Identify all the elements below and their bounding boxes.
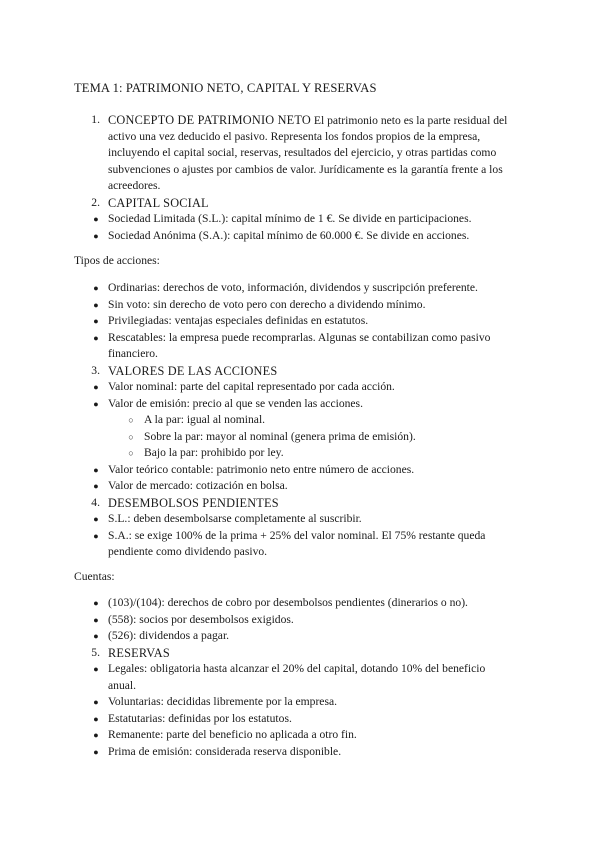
bullet-icon: ● <box>93 631 99 641</box>
bullet-icon: ● <box>93 214 99 224</box>
list-item-text: (526): dividendos a pagar. <box>108 629 230 642</box>
list-number: 3. <box>91 363 100 377</box>
list-item-text: anual. <box>108 678 137 692</box>
bullet-icon: ● <box>93 230 99 241</box>
section-heading: VALORES DE LAS ACCIONES <box>108 363 278 378</box>
list-number: 2. <box>91 195 100 209</box>
bullet-icon: ● <box>93 697 99 707</box>
document-title: TEMA 1: PATRIMONIO NETO, CAPITAL Y RESERVAS <box>74 81 377 95</box>
bullet-icon: ● <box>93 746 99 757</box>
list-item-text: Voluntarias: decididas libremente por la empresa. <box>108 695 338 708</box>
list-number: 4. <box>91 495 100 509</box>
bullet-icon: ● <box>93 382 99 392</box>
bullet-icon: ● <box>93 464 99 475</box>
list-item-text: Estatutarias: definidas por los estatutos. <box>108 711 292 725</box>
bullet-icon: ● <box>93 316 99 326</box>
list-item-text: Ordinarias: derechos de voto, información, dividendos y suscripción preferente. <box>108 281 478 294</box>
list-item-text: Privilegiadas: ventajas especiales definidas en estatutos. <box>108 314 369 327</box>
list-item-text: (558): socios por desembolsos exigidos. <box>108 612 294 626</box>
list-item-text: S.A.: se exige 100% de la prima + 25% del valor nominal. El 75% restante queda <box>108 528 486 542</box>
list-item-text: Valor teórico contable: patrimonio neto entre número de acciones. <box>108 462 415 476</box>
paragraph-line: incluyendo el capital social, reservas, resultados del ejercicio, y otras partidas como <box>108 146 497 159</box>
bullet-icon: ● <box>93 530 99 541</box>
list-item-text: financiero. <box>108 347 158 360</box>
bullet-icon: ● <box>93 514 99 524</box>
bullet-icon: ● <box>93 664 99 674</box>
section-heading: RESERVAS <box>108 645 170 660</box>
hollow-bullet-icon: ○ <box>128 448 134 458</box>
bullet-icon: ● <box>93 713 99 724</box>
paragraph-label: Tipos de acciones: <box>74 254 160 267</box>
bullet-icon: ● <box>93 332 99 343</box>
list-item-text: Valor de mercado: cotización en bolsa. <box>108 479 288 492</box>
list-item-text: Sin voto: sin derecho de voto pero con derecho a dividendo mínimo. <box>108 297 426 311</box>
list-item-text: (103)/(104): derechos de cobro por desembolsos pendientes (dinerarios o no). <box>108 596 468 609</box>
list-item-text: Sobre la par: mayor al nominal (genera prima de emisión). <box>144 429 416 443</box>
list-item-text: Remanente: parte del beneficio no aplicada a otro fin. <box>108 728 357 741</box>
list-item-text: Legales: obligatoria hasta alcanzar el 20% del capital, dotando 10% del beneficio <box>108 662 486 675</box>
list-item-text: pendiente como dividendo pasivo. <box>108 545 268 558</box>
paragraph-line: acreedores. <box>108 179 161 192</box>
hollow-bullet-icon: ○ <box>128 431 134 442</box>
section-heading: CONCEPTO DE PATRIMONIO NETO <box>108 113 311 127</box>
list-item-text: A la par: igual al nominal. <box>144 413 266 426</box>
paragraph-line: activo una vez deducido el pasivo. Representa los fondos propios de la empresa, <box>108 129 481 143</box>
list-item-text: S.L.: deben desembolsarse completamente al suscribir. <box>108 512 362 525</box>
bullet-icon: ● <box>93 730 99 740</box>
list-number: 1. <box>91 113 100 126</box>
list-item-text: Valor de emisión: precio al que se venden las acciones. <box>108 396 363 410</box>
bullet-icon: ● <box>93 598 99 608</box>
section-heading: DESEMBOLSOS PENDIENTES <box>108 495 279 510</box>
paragraph-line: subvenciones o ajustes por cambios de valor. Jurídicamente es la garantía frente a los <box>108 162 503 176</box>
list-item-text: Bajo la par: prohibido por ley. <box>144 446 284 459</box>
bullet-icon: ● <box>93 283 99 293</box>
list-item-text: Valor nominal: parte del capital representado por cada acción. <box>108 380 395 393</box>
list-item-text: Rescatables: la empresa puede recomprarlas. Algunas se contabilizan como pasivo <box>108 330 491 344</box>
bullet-icon: ● <box>93 481 99 491</box>
list-item-text: Sociedad Limitada (S.L.): capital mínimo de 1 €. Se divide en participaciones. <box>108 212 472 225</box>
list-item-text: Prima de emisión: considerada reserva disponible. <box>108 744 342 758</box>
bullet-icon: ● <box>93 614 99 625</box>
bullet-icon: ● <box>93 299 99 310</box>
list-number: 5. <box>91 645 100 659</box>
hollow-bullet-icon: ○ <box>128 415 134 425</box>
paragraph-line: El patrimonio neto es la parte residual del <box>313 114 508 127</box>
section-heading: CAPITAL SOCIAL <box>108 195 209 210</box>
list-item-text: Sociedad Anónima (S.A.): capital mínimo de 60.000 €. Se divide en acciones. <box>108 228 470 242</box>
bullet-icon: ● <box>93 398 99 409</box>
paragraph-label: Cuentas: <box>74 570 115 583</box>
